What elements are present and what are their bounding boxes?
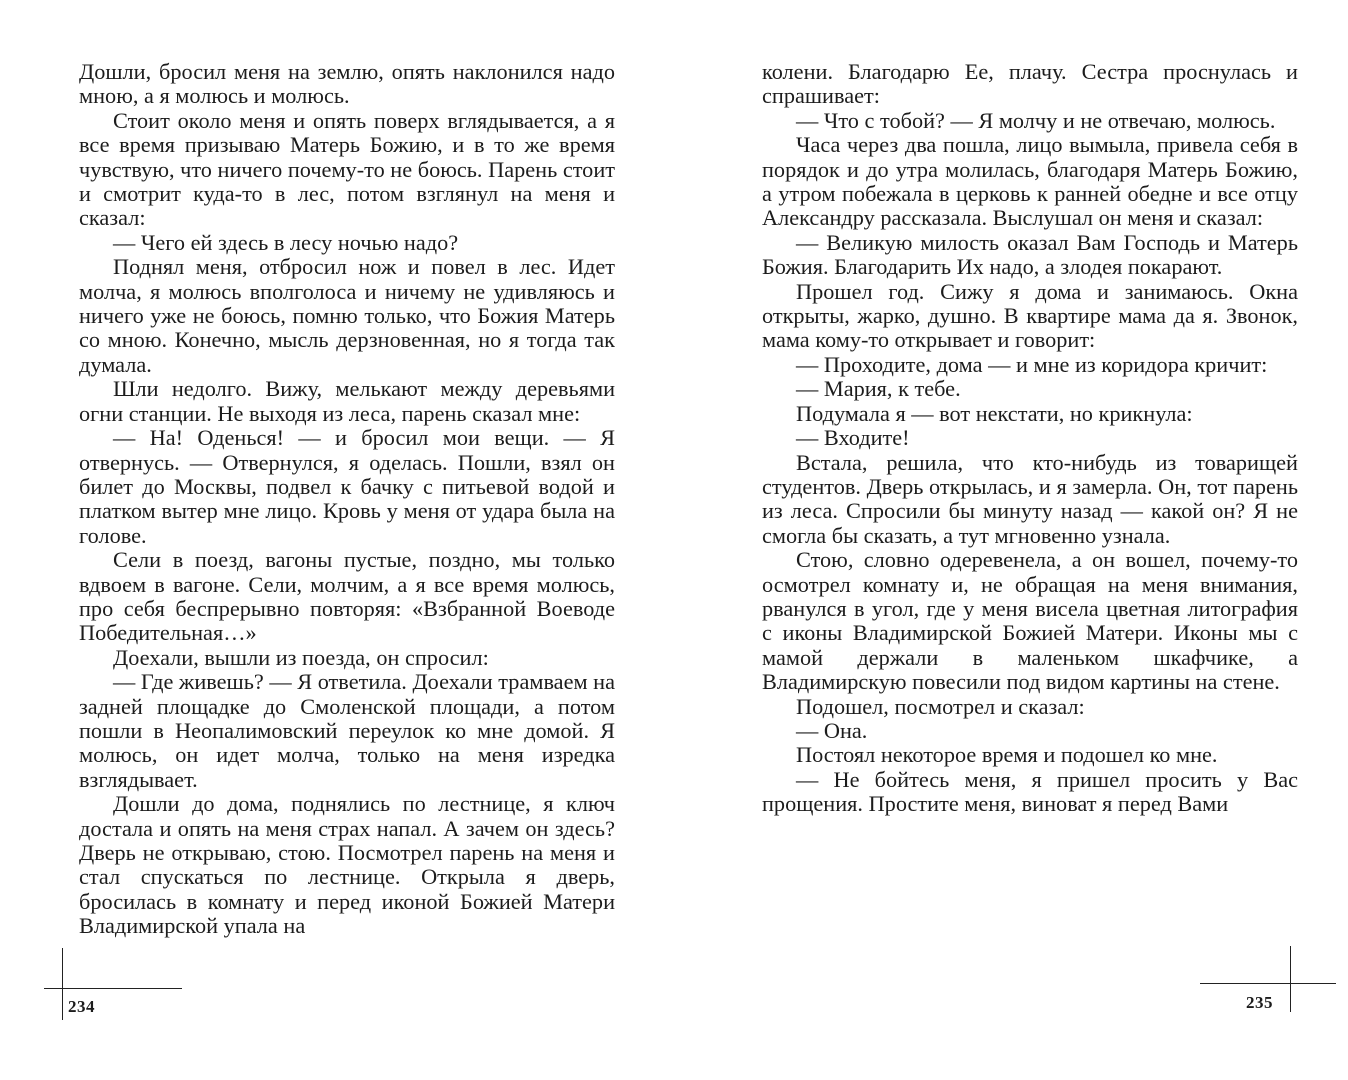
left-page-text <box>79 60 615 939</box>
paragraph: — Что с тобой? — Я молчу и не отвечаю, молюсь. <box>796 107 1276 133</box>
paragraph: Шли недолго. Вижу, мелькают между деревьями огни станции. Не выходя из леса, парень сказал мне: <box>79 376 615 426</box>
paragraph: Доехали, вышли из поезда, он спросил: <box>113 644 489 670</box>
left-footer-vertical-rule <box>62 948 63 1020</box>
right-page-text <box>762 60 1298 817</box>
paragraph: — Она. <box>796 717 868 743</box>
paragraph: Подошел, посмотрел и сказал: <box>796 693 1085 719</box>
paragraph: Сели в поезд, вагоны пустые, поздно, мы только вдвоем в вагоне. Сели, молчим, а я все время молюсь, про себя беспрерывно повторяя: «Взбранной Воеводе Победительная…» <box>79 547 615 646</box>
paragraph: — Чего ей здесь в лесу ночью надо? <box>113 229 459 255</box>
right-footer-vertical-rule <box>1290 946 1291 1012</box>
paragraph: — Входите! <box>796 425 910 451</box>
paragraph: — Не бойтесь меня, я пришел просить у Вас прощения. Простите меня, виноват я перед Вами <box>762 766 1298 817</box>
paragraph: — На! Оденься! — и бросил мои вещи. — Я отвернусь. — Отвернулся, я оделась. Пошли, взял он билет до Москвы, подвел к бачку с питьевой водой и платком вытер мне лицо. Кровь у меня от удара была на голове. <box>79 425 615 548</box>
left-page <box>79 60 615 939</box>
paragraph: — Где живешь? — Я ответила. Доехали трамваем на задней площадке до Смоленской площади, а потом пошли в Неопалимовский переулок ко мне домой. Я молюсь, он идет молча, только на меня изредка взглядывает. <box>79 669 615 792</box>
right-footer-horizontal-rule <box>1200 983 1336 984</box>
left-page-number: 234 <box>68 997 95 1016</box>
paragraph: Поднял меня, отбросил нож и повел в лес. Идет молча, я молюсь вполголоса и ничему не удивляюсь и ничего уже не боюсь, помню только, что Божия Матерь со мною. Конечно, мысль дерзновенная, но я тогда так думала. <box>79 254 615 377</box>
paragraph: Подумала я — вот некстати, но крикнула: <box>796 400 1193 426</box>
right-page <box>762 60 1298 817</box>
paragraph: Стоит около меня и опять поверх вглядывается, а я все время призываю Матерь Божию, и в то же время чувствую, что ничего почему-то не боюсь. Парень стоит и смотрит куда-то в лес, потом взглянул на меня и сказал: <box>79 107 615 231</box>
paragraph: — Великую милость оказал Вам Господь и Матерь Божия. Благодарить Их надо, а злодея покарают. <box>762 229 1298 280</box>
paragraph: Дошли, бросил меня на землю, опять наклонился надо мною, а я молюсь и молюсь. <box>79 59 615 109</box>
paragraph: — Мария, к тебе. <box>796 376 961 402</box>
paragraph: Стою, словно одеревенела, а он вошел, почему-то осмотрел комнату и, не обращая на меня внимания, рванулся в угол, где у меня висела цветная литография с иконы Владимирской Божией Матери. Иконы мы с мамой держали в маленьком шкафчике, а Владимирскую повесили под видом картины на стене. <box>762 547 1298 695</box>
paragraph: Постоял некоторое время и подошел ко мне. <box>796 742 1218 768</box>
paragraph: Дошли до дома, поднялись по лестнице, я ключ достала и опять на меня страх напал. А зачем он здесь? Дверь не открываю, стою. Посмотрел парень на меня и стал спускаться по лестнице. Открыла я дверь, бросилась в комнату и перед иконой Божией Матери Владимирской упала на <box>79 791 615 939</box>
paragraph: Часа через два пошла, лицо вымыла, привела себя в порядок и до утра молилась, благодаря Матерь Божию, а утром побежала в церковь к ранней обедне и все отцу Александру рассказала. Выслушал он меня и сказал: <box>762 132 1298 231</box>
right-page-number: 235 <box>1246 993 1273 1012</box>
paragraph: Прошел год. Сижу я дома и занимаюсь. Окна открыты, жарко, душно. В квартире мама да я. Звонок, мама кому-то открывает и говорит: <box>762 278 1298 353</box>
left-footer-horizontal-rule <box>44 988 182 989</box>
paragraph: Встала, решила, что кто-нибудь из товарищей студентов. Дверь открылась, и я замерла. Он, тот парень из леса. Спросили бы минуту назад — какой он? Я не смогла бы сказать, а тут мгновенно узнала. <box>762 449 1298 548</box>
paragraph: колени. Благодарю Ее, плачу. Сестра проснулась и спрашивает: <box>762 59 1298 109</box>
paragraph: — Проходите, дома — и мне из коридора кричит: <box>796 351 1268 377</box>
